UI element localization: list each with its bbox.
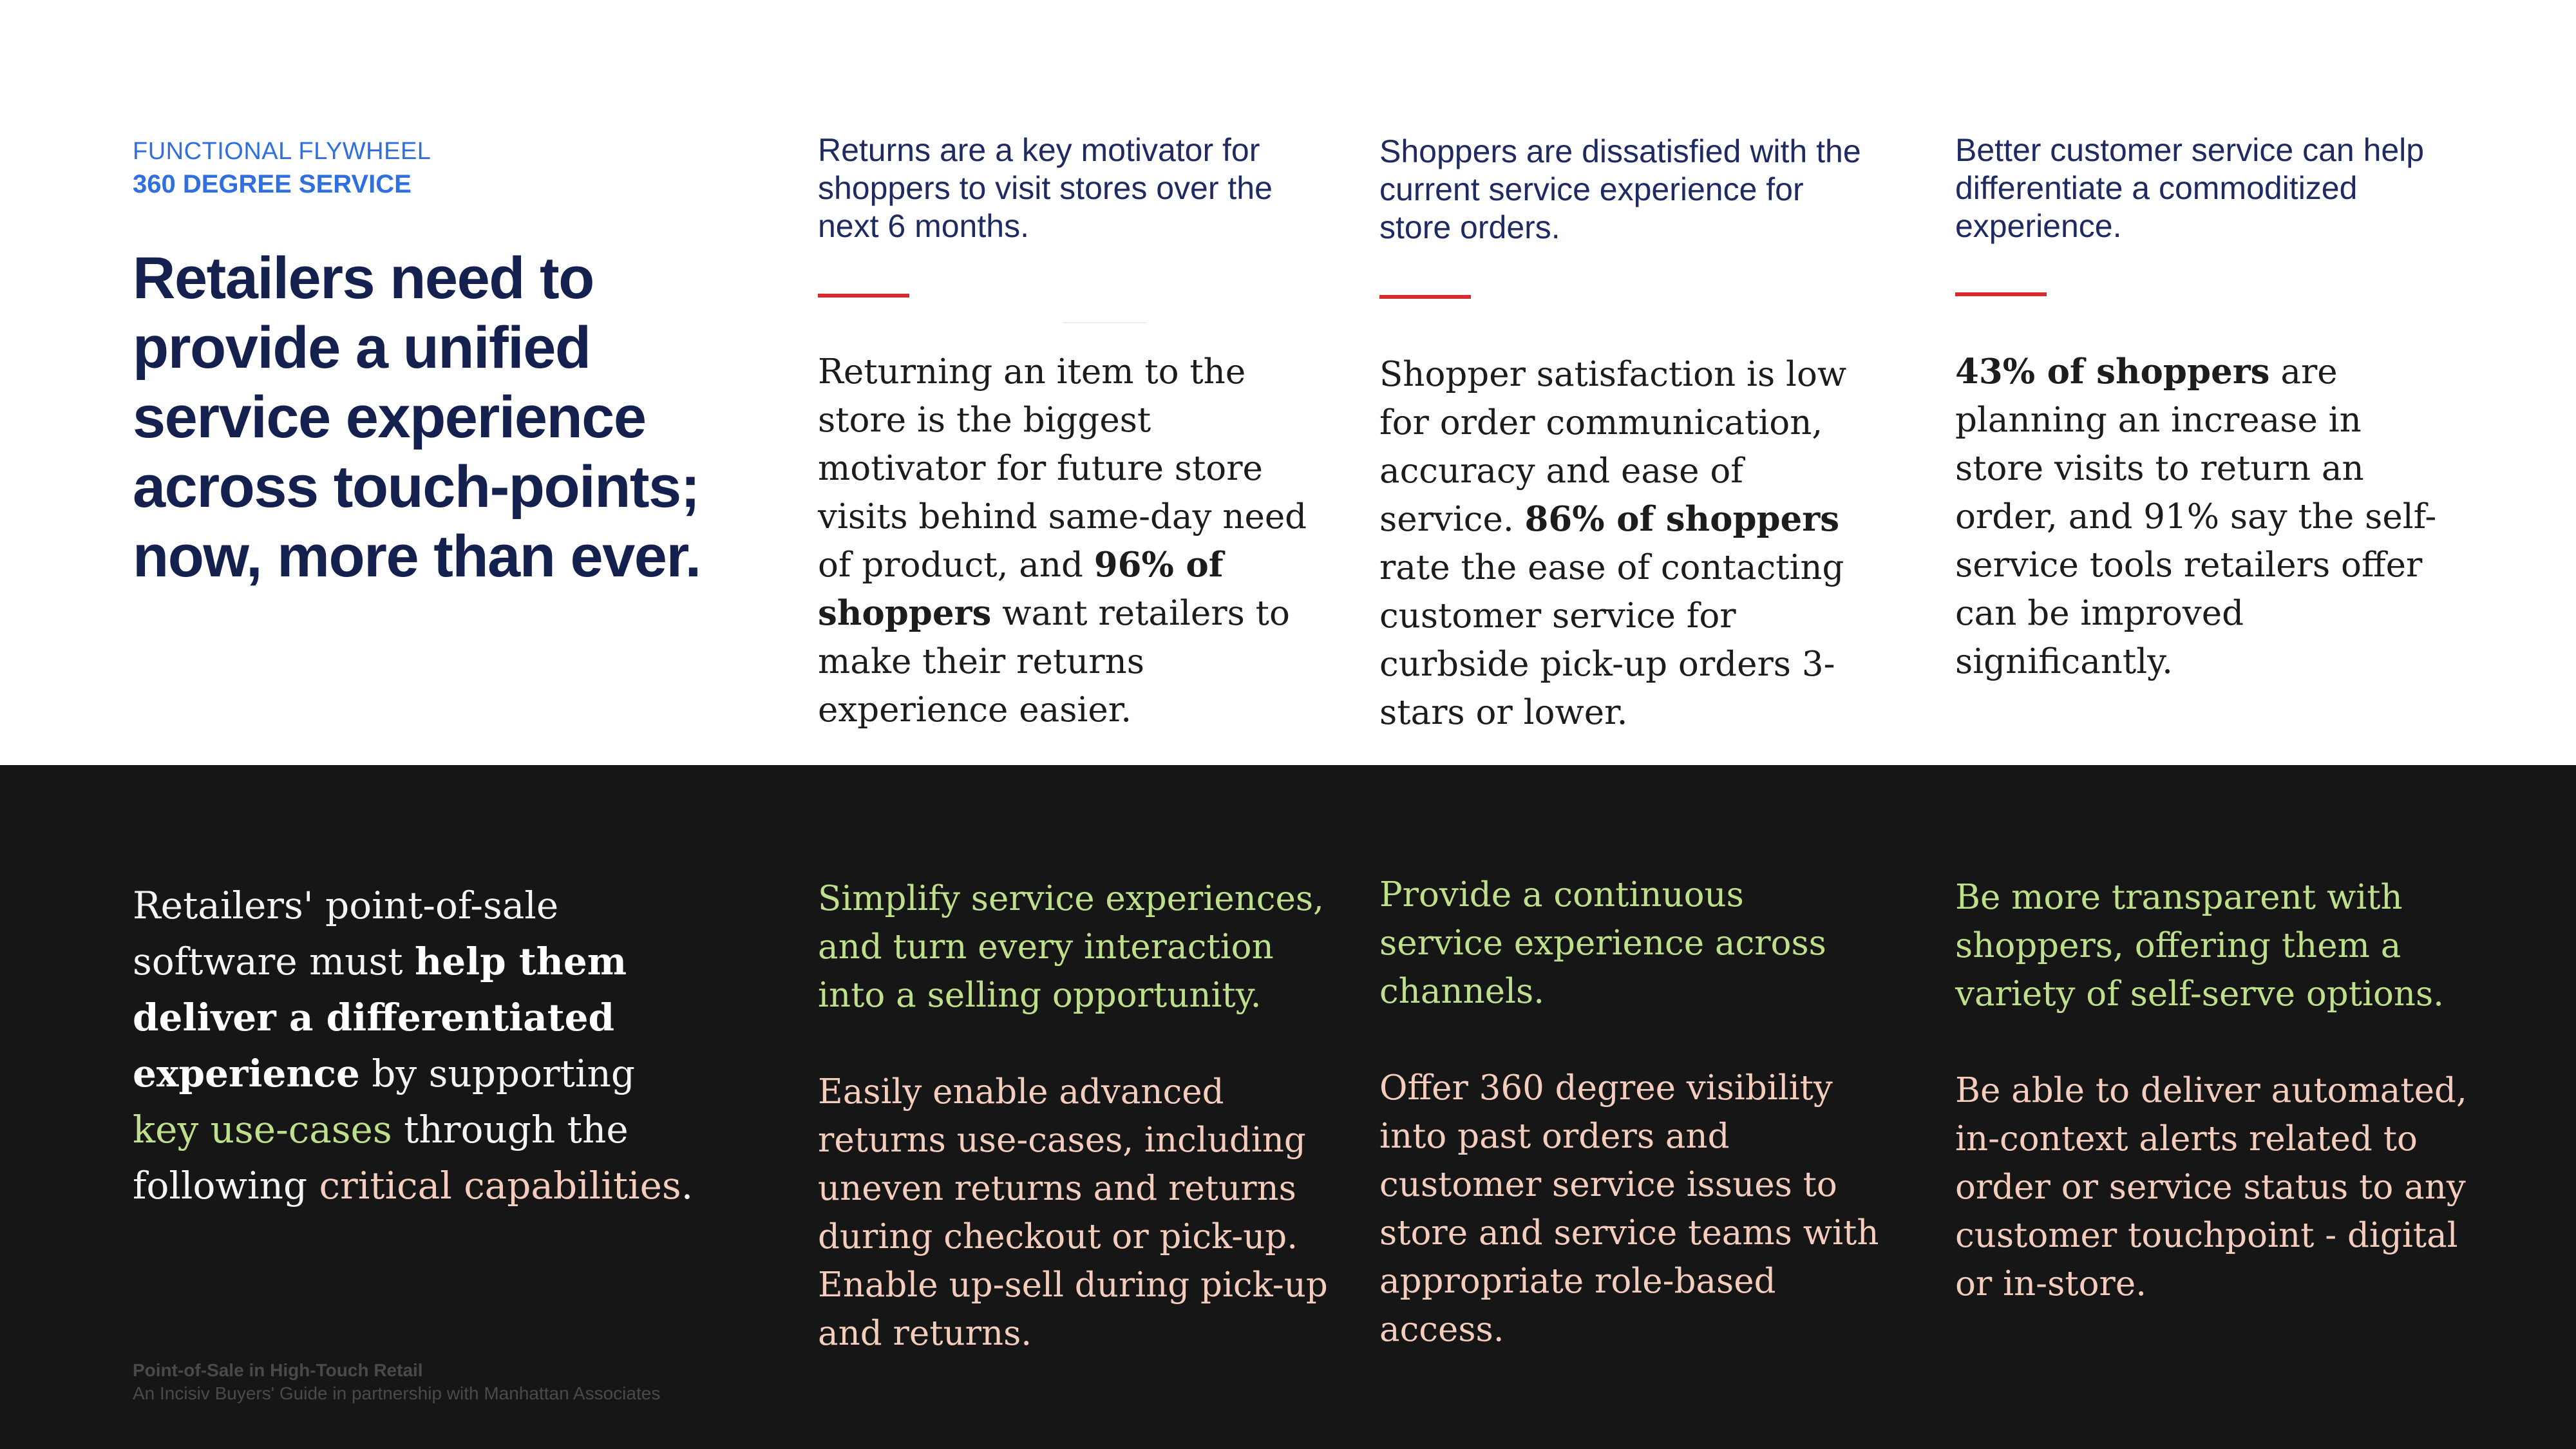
stat-body-dissatisfied: Shopper satisfaction is low for order communication, accuracy and ease of service. 86% of shoppers rate the ease of contacting customer service for curbside pick-up orders 3-stars or lower. [1379,355,1847,732]
footer-title: Point-of-Sale in High-Touch Retail [133,1360,423,1380]
section-eyebrow: FUNCTIONAL FLYWHEEL [133,138,431,165]
capability-heading-simplify: Simplify service experiences, and turn every interaction into a selling opportunity. [818,879,1324,1015]
section-subtitle: 360 DEGREE SERVICE [133,170,412,198]
stat-heading-customer-service: Better customer service can help differentiate a commoditized experience. [1955,132,2425,244]
divider-line [1063,322,1146,323]
stat-heading-dissatisfied: Shoppers are dissatisfied with the current service experience for store orders. [1379,133,1861,245]
stat-heading-returns: Returns are a key motivator for shoppers to visit stores over the next 6 months. [818,132,1273,244]
stat-body-returns: Returning an item to the store is the biggest motivator for future store visits behind same-day need of product, and 96% of shoppers want retailers to make their returns experience easier. [818,352,1307,730]
capability-heading-continuous: Provide a continuous service experience across channels. [1379,875,1826,1011]
red-divider [1379,295,1471,299]
red-divider [1955,292,2047,296]
capability-body-transparent: Be able to deliver automated, in-context alerts related to order or service status to any customer touchpoint - digital or in-store. [1955,1071,2467,1303]
capabilities-intro: Retailers' point-of-sale software must help them deliver a differentiated experience by supporting key use-cases through the following critical capabilities. [133,884,694,1208]
capability-body-simplify: Easily enable advanced returns use-cases, including uneven returns and returns during checkout or pick-up. Enable up-sell during pick-up and returns. [818,1072,1328,1353]
red-divider [818,294,909,298]
capability-heading-transparent: Be more transparent with shoppers, offering them a variety of self-serve options. [1955,878,2445,1014]
capability-body-continuous: Offer 360 degree visibility into past orders and customer service issues to store and service teams with appropriate role-based access. [1379,1068,1879,1349]
page-headline: Retailers need to provide a unified service experience across touch-points; now, more than ever. [133,245,701,589]
footer-subtitle: An Incisiv Buyers' Guide in partnership with Manhattan Associates [133,1383,661,1403]
stat-body-customer-service: 43% of shoppers are planning an increase in store visits to return an order, and 91% say the self-service tools retailers offer can be improved significantly. [1955,352,2437,681]
